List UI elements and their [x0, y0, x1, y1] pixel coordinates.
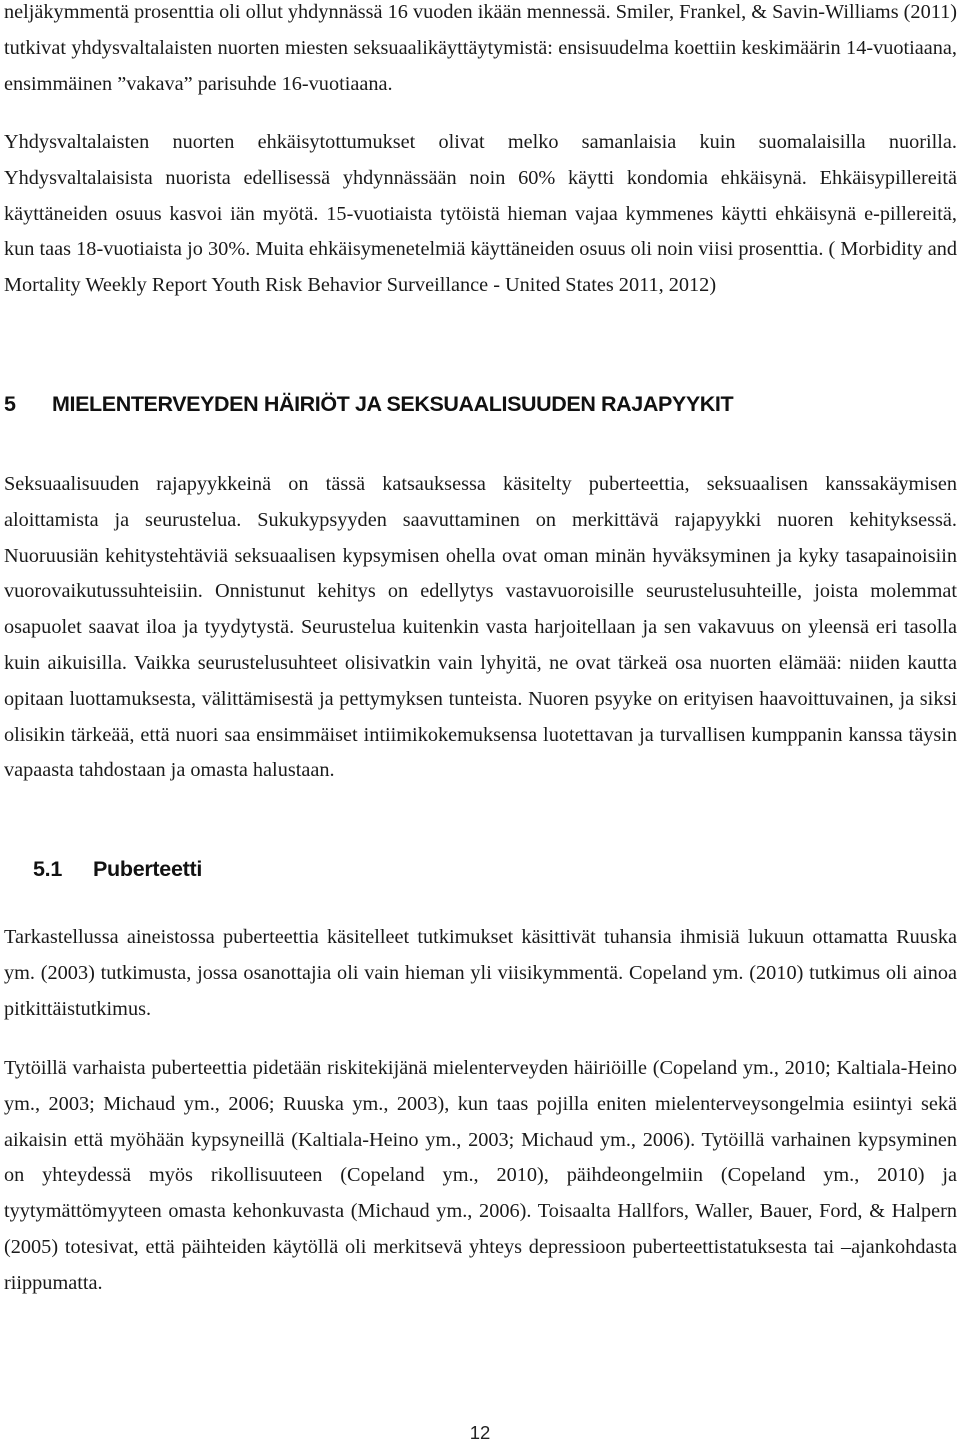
section-number: 5 — [4, 392, 16, 416]
subsection-heading — [33, 857, 202, 882]
page-number: 12 — [469, 1422, 491, 1443]
subsection-number: 5.1 — [33, 857, 62, 881]
section-heading — [4, 392, 733, 417]
paragraph-continuation: neljäkymmentä prosenttia oli ollut yhdynnässä 16 vuoden ikään mennessä. Smiler, Frankel, & Savin-Williams (2011) tutkivat yhdysvaltalaisten nuorten miesten seksuaalikäyttäytymistä: ensisuudelma koettiin keskimäärin 14-vuotiaana, ensimmäinen ”vakava” parisuhde 16-vuotiaana. — [4, 1, 957, 95]
paragraph-material: Tarkastellussa aineistossa puberteettia käsitelleet tutkimukset käsittivät tuhansia ihmisiä lukuun ottamatta Ruuska ym. (2003) tutkimusta, jossa osanottajia oli vain hieman yli viisikymmentä. Copeland ym. (2010) tutkimus oli ainoa pitkittäistutkimus. — [4, 926, 957, 1020]
paragraph-early-puberty: Tytöillä varhaista puberteettia pidetään riskitekijänä mielenterveyden häiriöille (Copeland ym., 2010; Kaltiala-Heino ym., 2003; Michaud ym., 2006; Ruuska ym., 2003), kun taas pojilla eniten mielenterveysongelmia esiintyi sekä aikaisin että myöhään kypsyneillä (Kaltiala-Heino ym., 2003; Michaud ym., 2006). Tytöillä varhainen kypsyminen on yhteydessä myös rikollisuuteen (Copeland ym., 2010), päihdeongelmiin (Copeland ym., 2010) ja tyytymättömyyteen omasta kehonkuvasta (Michaud ym., 2006). Toisaalta Hallfors, Waller, Bauer, Ford, & Halpern (2005) totesivat, että päihteiden käytöllä oli merkitsevä yhteys depressioon puberteettistatuksesta tai –ajankohdasta riippumatta. — [4, 1057, 957, 1294]
subsection-title: Puberteetti — [93, 857, 202, 881]
paragraph-milestones: Seksuaalisuuden rajapyykkeinä on tässä katsauksessa käsitelty puberteettia, seksuaalisen kanssakäymisen aloittamista ja seurustelua. Sukukypsyyden saavuttaminen on merkittävä rajapyykki nuoren kehityksessä. Nuoruusiän kehitystehtäviä seksuaalisen kypsymisen ohella ovat oman minän hyväksyminen ja kyky tasapainoisiin vuorovaikutussuhteisiin. Onnistunut kehitys on edellytys vastavuoroisille seurustelusuhteille, joista molemmat osapuolet saavat iloa ja tyydytystä. Seurustelua kuitenkin vasta harjoitellaan ja sen vakavuus on yleensä eri tasolla kuin aikuisilla. Vaikka seurustelusuhteet olisivatkin vain lyhyitä, ne ovat tärkeä osa nuorten elämää: niiden kautta opitaan luottamuksesta, välittämisestä ja pettymyksen tunteista. Nuoren psyyke on erityisen haavoittuvainen, ja siksi olisikin tärkeää, että nuori saa ensimmäiset intiimikokemuksensa luotettavan ja turvallisen kumppanin kanssa täysin vapaasta tahdostaan ja omasta halustaan. — [4, 473, 957, 782]
section-title: MIELENTERVEYDEN HÄIRIÖT JA SEKSUAALISUUDEN RAJAPYYKIT — [52, 392, 734, 416]
paragraph-contraception: Yhdysvaltalaisten nuorten ehkäisytottumukset olivat melko samanlaisia kuin suomalaisilla nuorilla. Yhdysvaltalaisista nuorista edellisessä yhdynnässään noin 60% käytti kondomia ehkäisynä. Ehkäisypillereitä käyttäneiden osuus kasvoi iän myötä. 15-vuotiaista tytöistä hieman vajaa kymmenes käytti ehkäisynä e-pillereitä, kun taas 18-vuotiaista jo 30%. Muita ehkäisymenetelmiä käyttäneiden osuus oli noin viisi prosenttia. ( Morbidity and Mortality Weekly Report Youth Risk Behavior Surveillance - United States 2011, 2012) — [4, 131, 957, 297]
